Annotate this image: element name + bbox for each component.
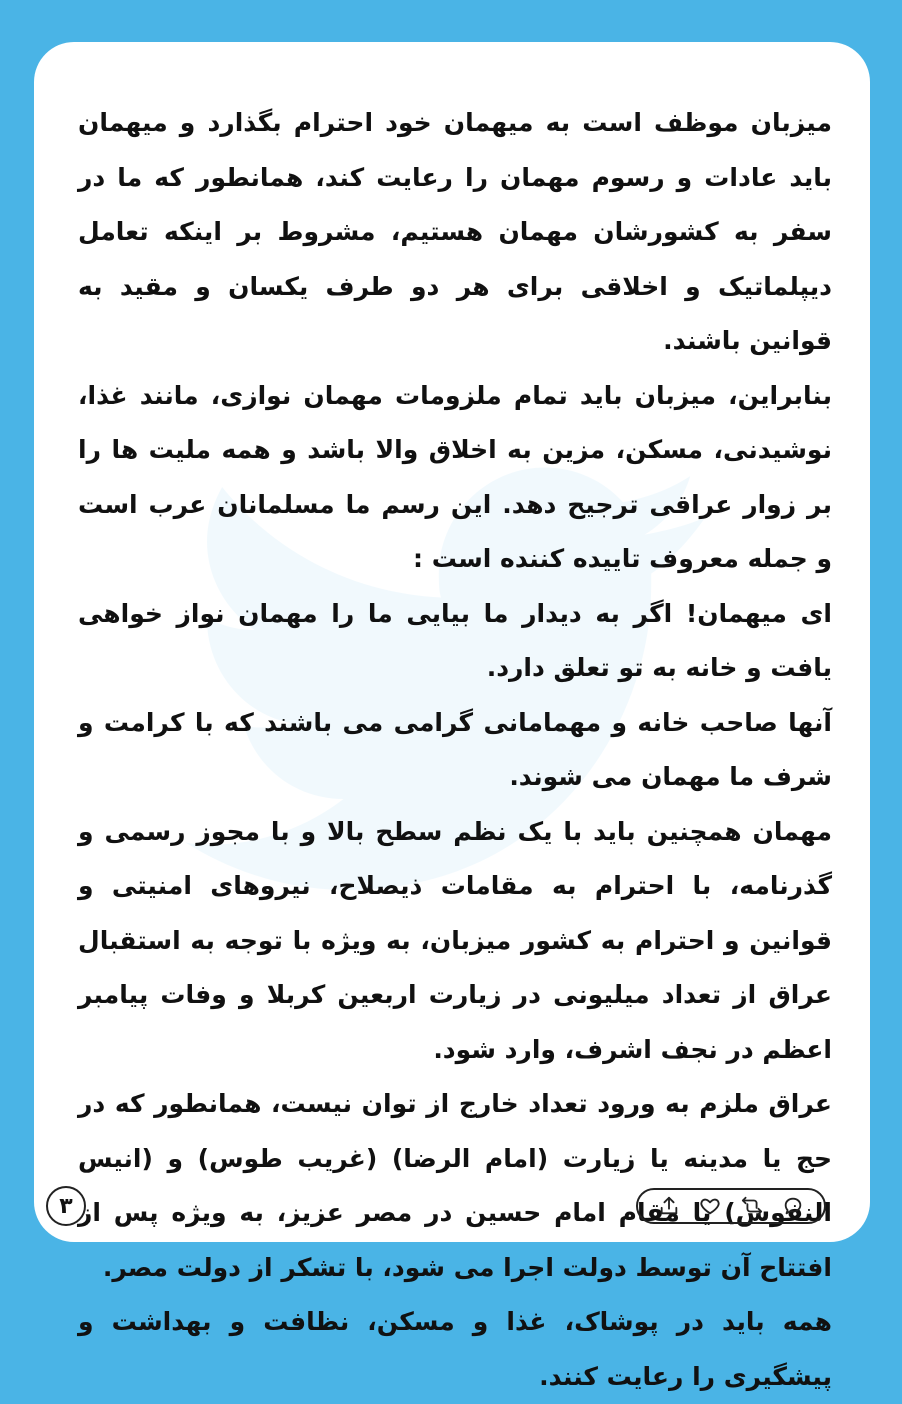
comment-icon (782, 1195, 804, 1217)
share-icon (658, 1195, 680, 1217)
retweet-button[interactable] (738, 1192, 766, 1220)
paragraph: آنها صاحب خانه و مهمامانی گرامی می باشند که با کرامت و شرف ما مهمان می شوند. (78, 707, 832, 791)
paragraph: عراق ملزم به ورود تعداد خارج از توان نیست، همانطور که در حج یا مدینه یا زیارت (امام الرضا) (غریب طوس) و (انیس النفوس) یا مقام امام حسین در مصر عزیز، به ویژه پس از افتتاح آن توسط دولت اجرا می شود، با تشکر از دولت مصر. (78, 1089, 832, 1282)
paragraph: ای میهمان! اگر به دیدار ما بیایی ما را مهمان نواز خواهی یافت و خانه به تو تعلق دارد. (78, 598, 832, 682)
paragraph: بنابراین، میزبان باید تمام ملزومات مهمان نوازی، مانند غذا، نوشیدنی، مسکن، مزین به اخلاق والا باشد و همه ملیت ها را بر زوار عراقی ترجیح دهد. این رسم ما مسلمانان عرب است و جمله معروف تاییده کننده است : (78, 380, 832, 573)
like-button[interactable] (696, 1192, 724, 1220)
heart-icon (699, 1195, 721, 1217)
retweet-icon (741, 1195, 763, 1217)
reply-button[interactable] (779, 1192, 807, 1220)
share-button[interactable] (655, 1192, 683, 1220)
paragraph: میزبان موظف است به میهمان خود احترام بگذارد و میهمان باید عادات و رسوم مهمان را رعایت کند، همانطور که ما در سفر به کشورشان مهمان هستیم، مشروط بر اینکه تعامل دیپلماتیک و اخلاقی برای هر دو طرف یکسان و مقید به قوانین باشند. (78, 108, 832, 355)
page-number: ۳ (46, 1186, 86, 1226)
paragraph: مهمان همچنین باید با یک نظم سطح بالا و با مجوز رسمی و گذرنامه، با احترام به مقامات ذیصلاح، نیروهای امنیتی و قوانین و احترام به کشور میزبان، به ویژه با توجه به استقبال عراق از تعداد میلیونی در زیارت اربعین کربلا و وفات پیامبر اعظم در نجف اشرف، وارد شود. (78, 816, 832, 1064)
content-card (34, 42, 870, 1391)
tweet-actions-bar (636, 1188, 826, 1224)
paragraph: همه باید در پوشاک، غذا و مسکن، نظافت و بهداشت و پیشگیری را رعایت کنند. (78, 1307, 832, 1391)
